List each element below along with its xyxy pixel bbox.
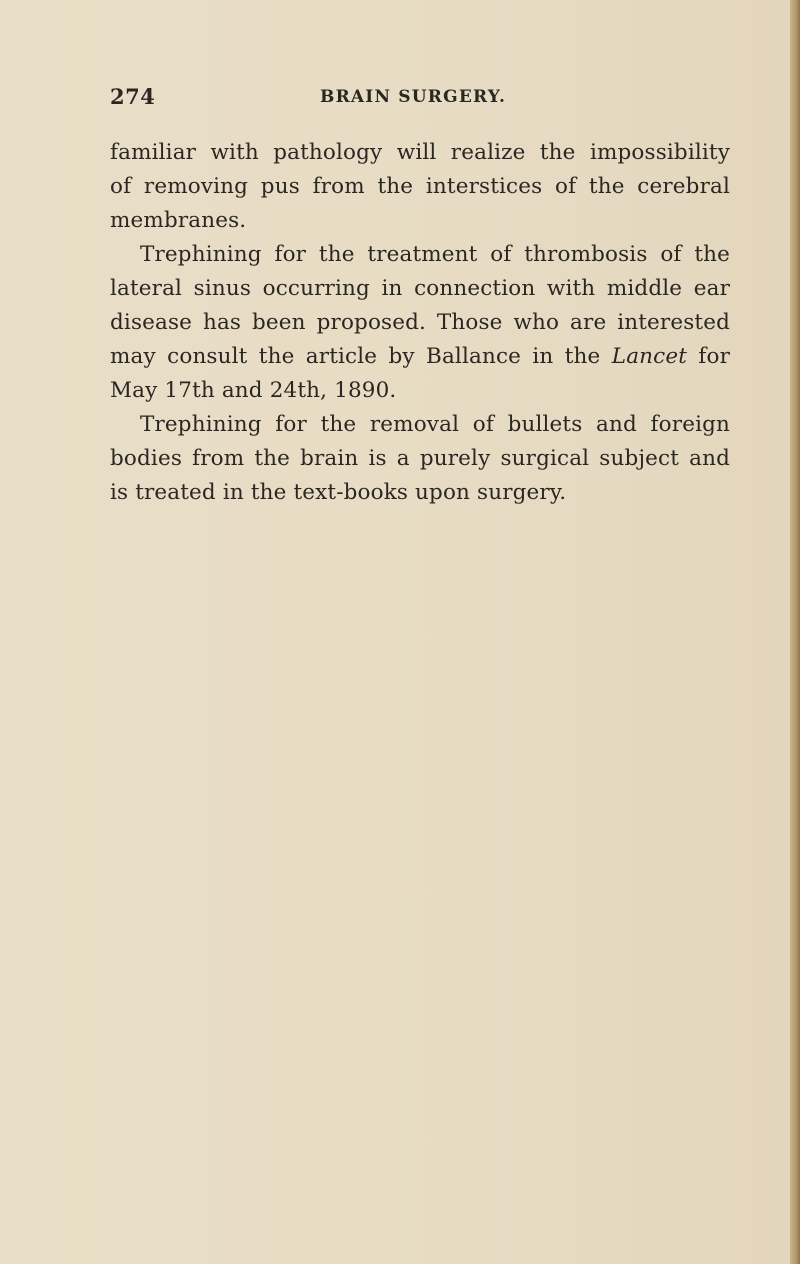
text-segment: may consult the article by Ballance in the	[110, 344, 601, 369]
text-line: is treated in the text-books upon surgery.	[110, 480, 567, 505]
journal-title: Lancet	[611, 344, 688, 369]
text-line: disease has been proposed. Those who are interested	[110, 310, 730, 335]
running-head	[110, 84, 730, 114]
text-line: May 17th and 24th, 1890.	[110, 378, 397, 403]
text-line: of removing pus from the interstices of the cerebral	[110, 174, 730, 199]
text-line: Trephining for the removal of bullets and foreign	[140, 412, 730, 437]
text-line: membranes.	[110, 208, 247, 233]
body-text	[110, 136, 730, 510]
text-line: familiar with pathology will realize the impossibility	[110, 140, 730, 165]
text-line-with-citation	[110, 340, 730, 374]
page-number: 274	[110, 84, 156, 109]
text-line: bodies from the brain is a purely surgical subject and	[110, 446, 730, 471]
text-line: Trephining for the treatment of thrombosis of the	[140, 242, 730, 267]
text-line: lateral sinus occurring in connection with middle ear	[110, 276, 730, 301]
text-segment: for	[698, 344, 731, 369]
running-title: BRAIN SURGERY.	[320, 87, 507, 107]
page-edge	[790, 0, 800, 1264]
